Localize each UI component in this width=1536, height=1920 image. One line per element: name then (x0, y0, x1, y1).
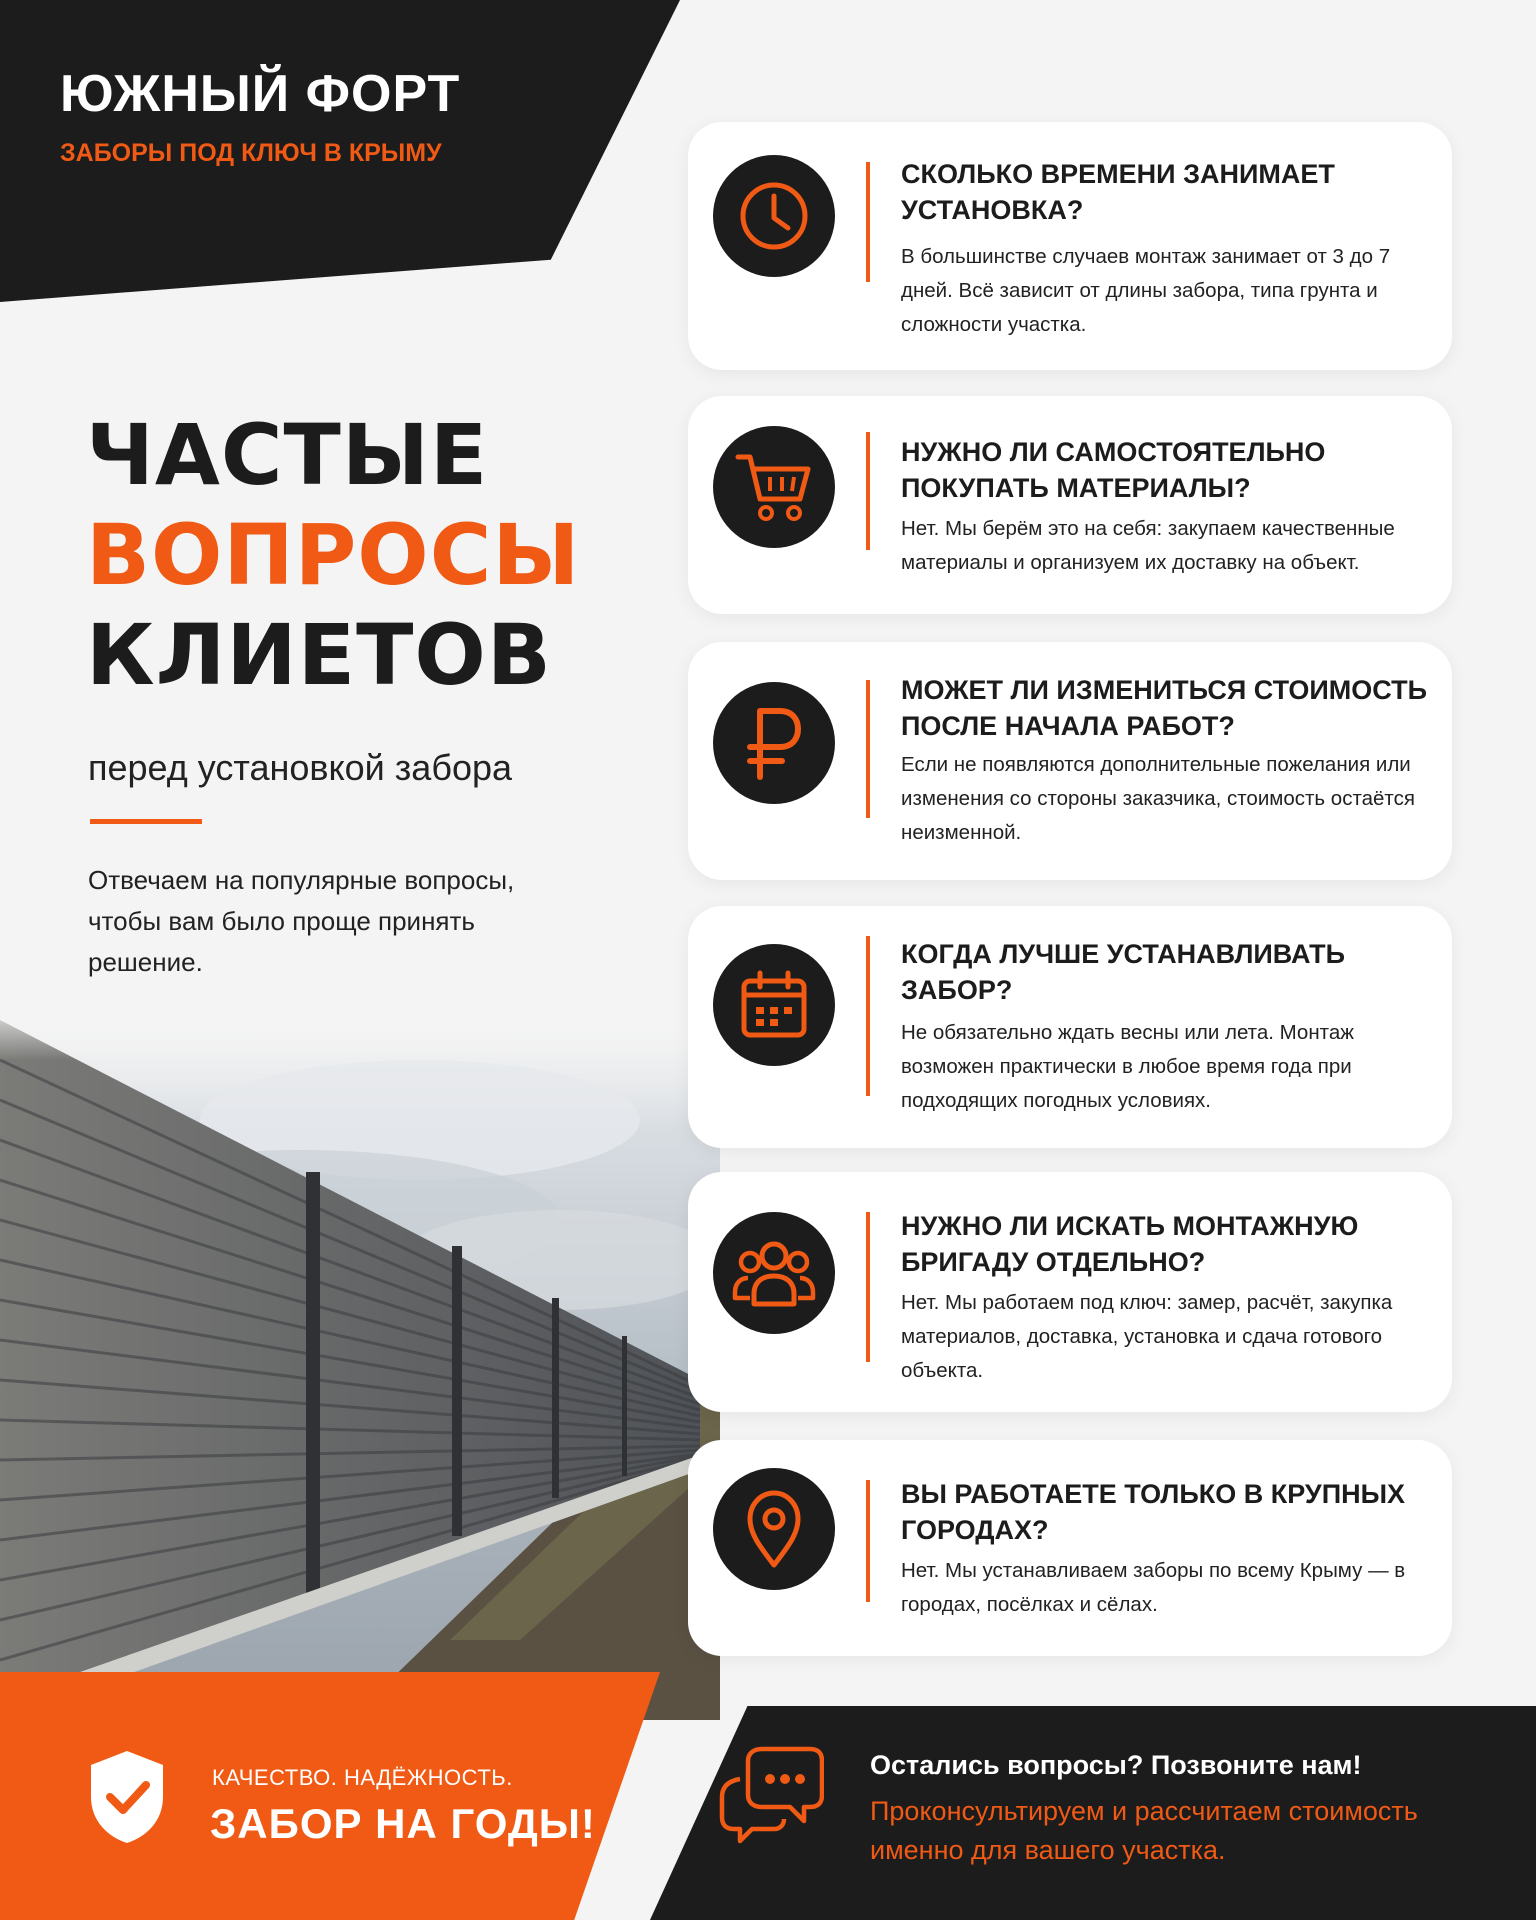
faq-card-materials (688, 396, 1452, 614)
promo-line-2: ЗАБОР НА ГОДЫ! (210, 1800, 596, 1847)
faq-card-team (688, 1172, 1452, 1412)
faq-answer: Нет. Мы устанавливаем заборы по всему Крыму — в городах, посёлках и сёлах. (901, 1559, 1406, 1616)
faq-divider (866, 680, 870, 818)
faq-answer: В большинстве случаев монтаж занимает от 3 до 7 дней. Всё зависит от длины забора, типа грунта и сложности участка. (901, 245, 1391, 336)
clock-icon (713, 155, 835, 277)
cta-title: Остались вопросы? Позвоните нам! (870, 1750, 1362, 1780)
faq-question: СКОЛЬКО ВРЕМЕНИ ЗАНИМАЕТ УСТАНОВКА? (901, 159, 1335, 225)
headline (86, 405, 580, 705)
lead-text: Отвечаем на популярные вопросы, чтобы вам было проще принять решение. (88, 865, 515, 977)
location-pin-icon (713, 1468, 835, 1590)
headline-line-1: ЧАСТЫЕ (86, 406, 489, 504)
calendar-icon (713, 944, 835, 1066)
fence-photo (0, 1000, 720, 1720)
faq-question: КОГДА ЛУЧШЕ УСТАНАВЛИВАТЬ ЗАБОР? (901, 939, 1345, 1005)
faq-divider (866, 1212, 870, 1362)
promo-line-1: КАЧЕСТВО. НАДЁЖНОСТЬ. (212, 1765, 513, 1790)
faq-answer: Если не появляются дополнительные пожелания или изменения со стороны заказчика, стоимость остаётся неизменной. (901, 753, 1415, 844)
faq-divider (866, 936, 870, 1096)
accent-divider (90, 819, 202, 824)
ruble-icon (713, 682, 835, 804)
brand-name: ЮЖНЫЙ ФОРТ (60, 65, 461, 123)
faq-answer: Не обязательно ждать весны или лета. Монтаж возможен практически в любое время года при подходящих погодных условиях. (901, 1021, 1354, 1112)
faq-card-season (688, 906, 1452, 1148)
team-icon (713, 1212, 835, 1334)
faq-question: МОЖЕТ ЛИ ИЗМЕНИТЬСЯ СТОИМОСТЬ ПОСЛЕ НАЧАЛА РАБОТ? (901, 675, 1428, 741)
brand-tagline: ЗАБОРЫ ПОД КЛЮЧ В КРЫМУ (60, 139, 442, 167)
faq-divider (866, 162, 870, 282)
headline-line-3: КЛИЕТОВ (86, 606, 552, 704)
faq-question: НУЖНО ЛИ САМОСТОЯТЕЛЬНО ПОКУПАТЬ МАТЕРИАЛЫ? (901, 437, 1326, 503)
cta-text: Проконсультируем и рассчитаем стоимость именно для вашего участка. (870, 1796, 1418, 1865)
headline-subtitle: перед установкой забора (88, 747, 513, 788)
faq-answer: Нет. Мы работаем под ключ: замер, расчёт, закупка материалов, доставка, установка и сдача готового объекта. (901, 1291, 1393, 1382)
faq-divider (866, 432, 870, 550)
faq-question: НУЖНО ЛИ ИСКАТЬ МОНТАЖНУЮ БРИГАДУ ОТДЕЛЬНО? (901, 1211, 1359, 1277)
faq-answer: Нет. Мы берём это на себя: закупаем качественные материалы и организуем их доставку на объект. (901, 517, 1395, 574)
faq-card-cities (688, 1440, 1452, 1656)
shield-check-icon (88, 1749, 166, 1845)
headline-line-2: ВОПРОСЫ (86, 506, 581, 604)
chat-bubbles-icon (718, 1745, 824, 1845)
faq-card-time (688, 122, 1452, 370)
faq-question: ВЫ РАБОТАЕТЕ ТОЛЬКО В КРУПНЫХ ГОРОДАХ? (901, 1479, 1406, 1545)
cart-icon (713, 426, 835, 548)
faq-card-cost (688, 642, 1452, 880)
faq-divider (866, 1480, 870, 1602)
